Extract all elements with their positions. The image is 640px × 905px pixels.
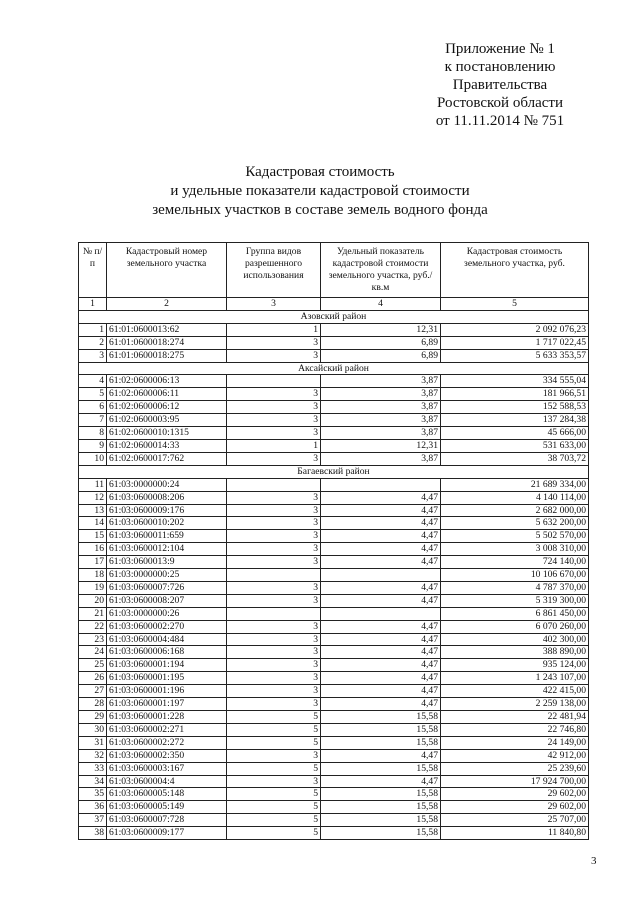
specific-value: 15,58	[321, 762, 441, 775]
usage-group: 3	[227, 543, 321, 556]
table-row	[79, 607, 589, 620]
usage-group: 3	[227, 685, 321, 698]
header-specific-value: Удельный показатель кадастровой стоимости земельного участка, руб./кв.м	[321, 243, 441, 298]
usage-group: 3	[227, 517, 321, 530]
cadastral-number: 61:03:0600005:148	[107, 788, 227, 801]
specific-value: 15,58	[321, 801, 441, 814]
table-row	[79, 762, 589, 775]
row-index: 37	[79, 814, 107, 827]
table-row	[79, 801, 589, 814]
cadastral-cost: 6 070 260,00	[441, 620, 589, 633]
cadastral-number: 61:03:0600008:206	[107, 491, 227, 504]
specific-value: 4,47	[321, 698, 441, 711]
specific-value	[321, 478, 441, 491]
usage-group: 3	[227, 414, 321, 427]
specific-value: 4,47	[321, 659, 441, 672]
cadastral-number: 61:01:0600013:62	[107, 323, 227, 336]
row-index: 20	[79, 594, 107, 607]
row-index: 6	[79, 401, 107, 414]
column-number: 3	[227, 298, 321, 311]
cadastral-cost: 388 890,00	[441, 646, 589, 659]
table-row	[79, 594, 589, 607]
cadastral-cost: 724 140,00	[441, 556, 589, 569]
row-index: 27	[79, 685, 107, 698]
table-row	[79, 336, 589, 349]
usage-group: 3	[227, 633, 321, 646]
cadastral-table	[78, 242, 589, 840]
table-row	[79, 530, 589, 543]
cadastral-number: 61:03:0600001:195	[107, 672, 227, 685]
usage-group: 3	[227, 491, 321, 504]
header-number: № п/п	[79, 243, 107, 298]
row-index: 9	[79, 439, 107, 452]
row-index: 2	[79, 336, 107, 349]
row-index: 13	[79, 504, 107, 517]
cadastral-cost: 935 124,00	[441, 659, 589, 672]
specific-value	[321, 569, 441, 582]
row-index: 10	[79, 452, 107, 465]
row-index: 11	[79, 478, 107, 491]
column-numbers-row	[79, 298, 589, 311]
usage-group: 3	[227, 698, 321, 711]
cadastral-cost: 24 149,00	[441, 736, 589, 749]
table-row	[79, 788, 589, 801]
row-index: 15	[79, 530, 107, 543]
row-index: 14	[79, 517, 107, 530]
usage-group: 3	[227, 427, 321, 440]
usage-group: 5	[227, 827, 321, 840]
specific-value: 12,31	[321, 323, 441, 336]
header-cadastral-cost: Кадастровая стоимость земельного участка, руб.	[441, 243, 589, 298]
table-row	[79, 672, 589, 685]
specific-value	[321, 607, 441, 620]
cadastral-cost: 5 319 300,00	[441, 594, 589, 607]
cadastral-number: 61:03:0600001:196	[107, 685, 227, 698]
usage-group: 1	[227, 439, 321, 452]
cadastral-cost: 334 555,04	[441, 375, 589, 388]
table-row	[79, 646, 589, 659]
usage-group	[227, 478, 321, 491]
row-index: 25	[79, 659, 107, 672]
specific-value: 3,87	[321, 401, 441, 414]
cadastral-number: 61:03:0600001:197	[107, 698, 227, 711]
table-row	[79, 698, 589, 711]
column-number: 1	[79, 298, 107, 311]
usage-group: 3	[227, 659, 321, 672]
district-row	[79, 310, 589, 323]
table-row	[79, 414, 589, 427]
cadastral-number: 61:03:0600005:149	[107, 801, 227, 814]
cadastral-cost: 531 633,00	[441, 439, 589, 452]
row-index: 12	[79, 491, 107, 504]
specific-value: 3,87	[321, 375, 441, 388]
cadastral-cost: 42 912,00	[441, 749, 589, 762]
table-row	[79, 323, 589, 336]
table-row	[79, 685, 589, 698]
cadastral-cost: 5 502 570,00	[441, 530, 589, 543]
cadastral-number: 61:03:0600002:272	[107, 736, 227, 749]
row-index: 3	[79, 349, 107, 362]
specific-value: 4,47	[321, 556, 441, 569]
specific-value: 4,47	[321, 491, 441, 504]
cadastral-number: 61:01:0600018:275	[107, 349, 227, 362]
cadastral-number: 61:03:0600008:207	[107, 594, 227, 607]
row-index: 35	[79, 788, 107, 801]
appendix-line: Правительства	[452, 77, 548, 93]
cadastral-number: 61:02:0600017:762	[107, 452, 227, 465]
specific-value: 15,58	[321, 736, 441, 749]
cadastral-number: 61:03:0600002:270	[107, 620, 227, 633]
specific-value: 4,47	[321, 672, 441, 685]
specific-value: 4,47	[321, 749, 441, 762]
district-row	[79, 465, 589, 478]
table-header-row	[79, 243, 589, 298]
cadastral-number: 61:02:0600006:13	[107, 375, 227, 388]
header-cadastral-number: Кадастровый номер земельного участка	[107, 243, 227, 298]
row-index: 29	[79, 711, 107, 724]
usage-group: 3	[227, 646, 321, 659]
district-name: Багаевский район	[79, 465, 589, 478]
specific-value: 12,31	[321, 439, 441, 452]
appendix-line: к постановлению	[444, 59, 556, 75]
cadastral-cost: 1 717 022,45	[441, 336, 589, 349]
cadastral-cost: 1 243 107,00	[441, 672, 589, 685]
table-row	[79, 581, 589, 594]
specific-value: 4,47	[321, 633, 441, 646]
district-row	[79, 362, 589, 375]
table-row	[79, 517, 589, 530]
cadastral-cost: 152 588,53	[441, 401, 589, 414]
usage-group: 3	[227, 401, 321, 414]
cadastral-cost: 2 092 076,23	[441, 323, 589, 336]
row-index: 26	[79, 672, 107, 685]
cadastral-number: 61:02:0600006:11	[107, 388, 227, 401]
usage-group: 5	[227, 736, 321, 749]
specific-value: 15,58	[321, 788, 441, 801]
cadastral-number: 61:03:0600002:271	[107, 723, 227, 736]
cadastral-cost: 29 602,00	[441, 788, 589, 801]
title-line: Кадастровая стоимость	[245, 164, 395, 180]
usage-group: 5	[227, 788, 321, 801]
specific-value: 15,58	[321, 723, 441, 736]
usage-group: 5	[227, 762, 321, 775]
row-index: 22	[79, 620, 107, 633]
cadastral-number: 61:03:0600007:726	[107, 581, 227, 594]
header-usage-group: Группа видов разрешенного использования	[227, 243, 321, 298]
appendix-line: от 11.11.2014 № 751	[435, 113, 565, 129]
cadastral-cost: 29 602,00	[441, 801, 589, 814]
table-row	[79, 452, 589, 465]
cadastral-number: 61:03:0600003:167	[107, 762, 227, 775]
specific-value: 4,47	[321, 594, 441, 607]
cadastral-number: 61:03:0600004:484	[107, 633, 227, 646]
row-index: 24	[79, 646, 107, 659]
specific-value: 6,89	[321, 336, 441, 349]
cadastral-number: 61:03:0600006:168	[107, 646, 227, 659]
cadastral-cost: 181 966,51	[441, 388, 589, 401]
row-index: 7	[79, 414, 107, 427]
cadastral-cost: 45 666,00	[441, 427, 589, 440]
row-index: 1	[79, 323, 107, 336]
appendix-block	[420, 40, 580, 130]
table-row	[79, 427, 589, 440]
specific-value: 6,89	[321, 349, 441, 362]
table-row	[79, 349, 589, 362]
specific-value: 4,47	[321, 543, 441, 556]
cadastral-number: 61:03:0000000:26	[107, 607, 227, 620]
table-row	[79, 620, 589, 633]
document-title	[100, 163, 540, 220]
usage-group: 3	[227, 388, 321, 401]
row-index: 36	[79, 801, 107, 814]
row-index: 17	[79, 556, 107, 569]
table-row	[79, 814, 589, 827]
table-row	[79, 711, 589, 724]
specific-value: 15,58	[321, 827, 441, 840]
usage-group: 3	[227, 749, 321, 762]
table-row	[79, 543, 589, 556]
table-row	[79, 439, 589, 452]
table-row	[79, 556, 589, 569]
cadastral-number: 61:03:0600007:728	[107, 814, 227, 827]
district-name: Азовский район	[79, 310, 589, 323]
usage-group: 5	[227, 801, 321, 814]
cadastral-number: 61:02:0600003:95	[107, 414, 227, 427]
usage-group: 5	[227, 723, 321, 736]
row-index: 30	[79, 723, 107, 736]
cadastral-cost: 422 415,00	[441, 685, 589, 698]
cadastral-number: 61:03:0600001:228	[107, 711, 227, 724]
usage-group: 3	[227, 349, 321, 362]
table-row	[79, 569, 589, 582]
cadastral-number: 61:03:0600002:350	[107, 749, 227, 762]
appendix-line: Ростовской области	[437, 95, 563, 111]
cadastral-number: 61:01:0600018:274	[107, 336, 227, 349]
usage-group: 3	[227, 336, 321, 349]
table-row	[79, 736, 589, 749]
cadastral-number: 61:03:0000000:25	[107, 569, 227, 582]
specific-value: 3,87	[321, 388, 441, 401]
usage-group: 3	[227, 672, 321, 685]
cadastral-number: 61:03:0600009:176	[107, 504, 227, 517]
table-row	[79, 827, 589, 840]
cadastral-number: 61:02:0600014:33	[107, 439, 227, 452]
usage-group	[227, 375, 321, 388]
title-line: и удельные показатели кадастровой стоимости	[170, 183, 470, 199]
table-row	[79, 375, 589, 388]
cadastral-cost: 5 632 200,00	[441, 517, 589, 530]
cadastral-cost: 22 481,94	[441, 711, 589, 724]
row-index: 32	[79, 749, 107, 762]
usage-group: 5	[227, 711, 321, 724]
usage-group: 3	[227, 594, 321, 607]
usage-group	[227, 569, 321, 582]
usage-group: 3	[227, 620, 321, 633]
row-index: 31	[79, 736, 107, 749]
table-row	[79, 659, 589, 672]
row-index: 5	[79, 388, 107, 401]
row-index: 33	[79, 762, 107, 775]
cadastral-cost: 5 633 353,57	[441, 349, 589, 362]
cadastral-cost: 4 787 370,00	[441, 581, 589, 594]
usage-group: 3	[227, 581, 321, 594]
specific-value: 3,87	[321, 414, 441, 427]
cadastral-cost: 402 300,00	[441, 633, 589, 646]
title-line: земельных участков в составе земель водного фонда	[152, 202, 488, 218]
cadastral-number: 61:03:0600011:659	[107, 530, 227, 543]
usage-group: 3	[227, 452, 321, 465]
table-row	[79, 401, 589, 414]
specific-value: 4,47	[321, 530, 441, 543]
specific-value: 15,58	[321, 711, 441, 724]
specific-value: 4,47	[321, 685, 441, 698]
cadastral-cost: 25 707,00	[441, 814, 589, 827]
column-number: 5	[441, 298, 589, 311]
usage-group: 3	[227, 530, 321, 543]
specific-value: 3,87	[321, 452, 441, 465]
specific-value: 4,47	[321, 646, 441, 659]
cadastral-cost: 38 703,72	[441, 452, 589, 465]
usage-group: 5	[227, 814, 321, 827]
row-index: 28	[79, 698, 107, 711]
cadastral-cost: 2 259 138,00	[441, 698, 589, 711]
row-index: 34	[79, 775, 107, 788]
cadastral-number: 61:03:0000000:24	[107, 478, 227, 491]
table-body	[79, 298, 589, 840]
specific-value: 3,87	[321, 427, 441, 440]
cadastral-number: 61:03:0600012:104	[107, 543, 227, 556]
row-index: 4	[79, 375, 107, 388]
cadastral-cost: 25 239,60	[441, 762, 589, 775]
row-index: 18	[79, 569, 107, 582]
row-index: 38	[79, 827, 107, 840]
cadastral-number: 61:02:0600006:12	[107, 401, 227, 414]
appendix-line: Приложение № 1	[445, 41, 555, 57]
specific-value: 4,47	[321, 775, 441, 788]
specific-value: 4,47	[321, 504, 441, 517]
row-index: 16	[79, 543, 107, 556]
specific-value: 15,58	[321, 814, 441, 827]
row-index: 8	[79, 427, 107, 440]
usage-group: 3	[227, 556, 321, 569]
table-row	[79, 633, 589, 646]
table-row	[79, 504, 589, 517]
table-row	[79, 723, 589, 736]
usage-group: 1	[227, 323, 321, 336]
specific-value: 4,47	[321, 517, 441, 530]
cadastral-cost: 137 284,38	[441, 414, 589, 427]
cadastral-cost: 11 840,80	[441, 827, 589, 840]
cadastral-cost: 10 106 670,00	[441, 569, 589, 582]
table-row	[79, 388, 589, 401]
specific-value: 4,47	[321, 581, 441, 594]
cadastral-cost: 22 746,80	[441, 723, 589, 736]
table-row	[79, 491, 589, 504]
district-name: Аксайский район	[79, 362, 589, 375]
cadastral-number: 61:03:0600001:194	[107, 659, 227, 672]
row-index: 21	[79, 607, 107, 620]
cadastral-cost: 21 689 334,00	[441, 478, 589, 491]
column-number: 4	[321, 298, 441, 311]
usage-group: 3	[227, 775, 321, 788]
cadastral-number: 61:03:0600010:202	[107, 517, 227, 530]
table-row	[79, 749, 589, 762]
row-index: 19	[79, 581, 107, 594]
table-row	[79, 775, 589, 788]
page-number: 3	[591, 855, 597, 867]
cadastral-number: 61:03:0600004:4	[107, 775, 227, 788]
cadastral-cost: 2 682 000,00	[441, 504, 589, 517]
cadastral-number: 61:03:0600009:177	[107, 827, 227, 840]
cadastral-cost: 17 924 700,00	[441, 775, 589, 788]
specific-value: 4,47	[321, 620, 441, 633]
cadastral-cost: 6 861 450,00	[441, 607, 589, 620]
cadastral-number: 61:03:0600013:9	[107, 556, 227, 569]
usage-group	[227, 607, 321, 620]
cadastral-number: 61:02:0600010:1315	[107, 427, 227, 440]
column-number: 2	[107, 298, 227, 311]
row-index: 23	[79, 633, 107, 646]
cadastral-cost: 4 140 114,00	[441, 491, 589, 504]
table-row	[79, 478, 589, 491]
usage-group: 3	[227, 504, 321, 517]
cadastral-cost: 3 008 310,00	[441, 543, 589, 556]
